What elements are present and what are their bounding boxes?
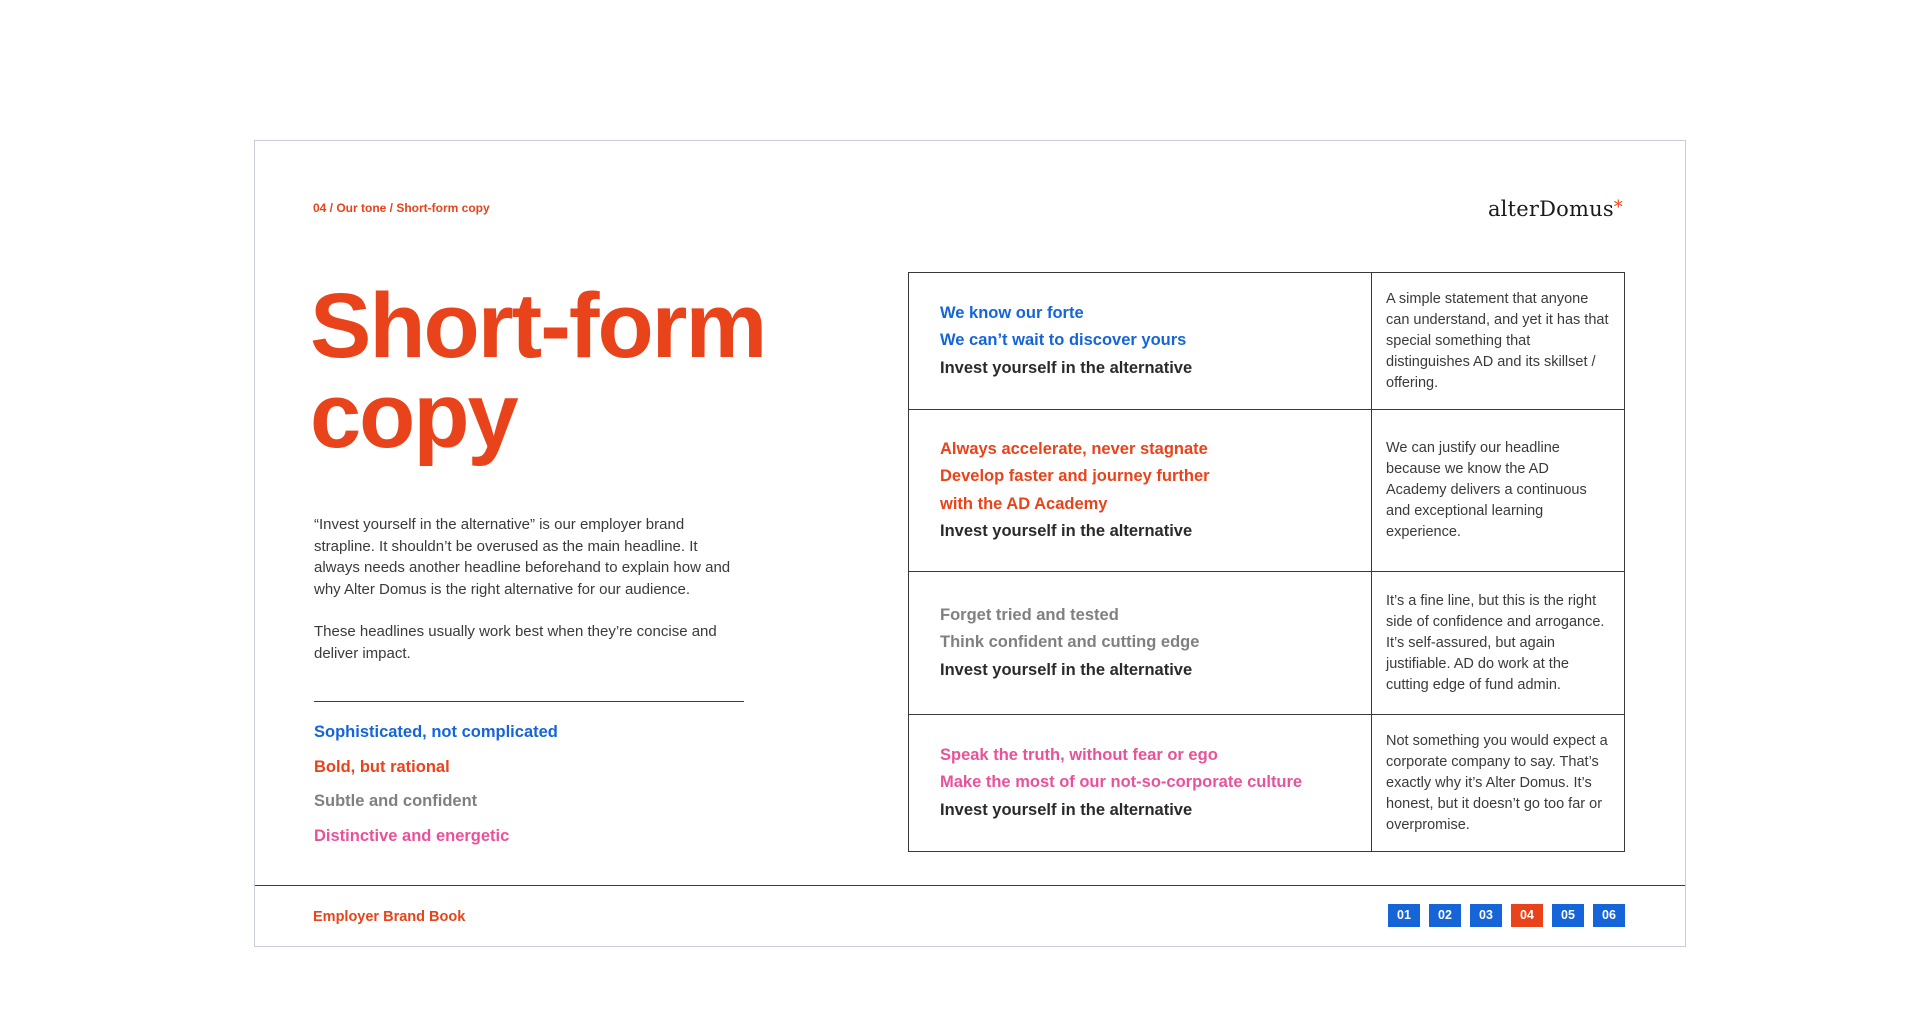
page-link-06[interactable]: 06 xyxy=(1593,904,1625,927)
headline-line: Develop faster and journey further xyxy=(940,467,1210,485)
headline-line: Think confident and cutting edge xyxy=(940,633,1200,652)
example-note: A simple statement that anyone can understand, and yet it has that special something that distinguishes AD and its skillset / offering. xyxy=(1372,273,1625,410)
intro-paragraph-1: “Invest yourself in the alternative” is our employer brand strapline. It shouldn’t be overused as the main headline. It always needs another headline beforehand to explain how and why Alter Domus is the right alternative for our audience. xyxy=(314,516,731,598)
example-headlines xyxy=(909,572,1372,715)
breadcrumb: 04 / Our tone / Short-form copy xyxy=(313,201,490,215)
headline-line: We can’t wait to discover yours xyxy=(940,331,1187,350)
trait-item: Subtle and confident xyxy=(314,792,478,810)
brand-logo xyxy=(1488,197,1623,221)
example-row xyxy=(909,410,1625,572)
trait-item: Distinctive and energetic xyxy=(314,826,510,845)
example-headlines xyxy=(909,410,1372,572)
title-line-1: Short-form xyxy=(310,275,766,377)
footer-title: Employer Brand Book xyxy=(313,909,466,925)
headline-line: Always accelerate, never stagnate xyxy=(940,439,1208,458)
intro-paragraph-2: These headlines usually work best when they’re concise and deliver impact. xyxy=(314,623,717,662)
brand-book-page xyxy=(254,140,1686,947)
title-line-2: copy xyxy=(310,365,517,467)
trait-item: Bold, but rational xyxy=(314,757,450,776)
trait-item: Sophisticated, not complicated xyxy=(314,723,558,741)
example-headlines xyxy=(909,273,1372,410)
example-row xyxy=(909,715,1625,852)
page-link-05[interactable]: 05 xyxy=(1552,904,1584,927)
headline-line: with the AD Academy xyxy=(940,494,1108,513)
headline-line: We know our forte xyxy=(940,303,1084,322)
divider xyxy=(314,701,744,702)
example-row xyxy=(909,572,1625,715)
page-link-03[interactable]: 03 xyxy=(1470,904,1502,927)
logo-asterisk-icon: * xyxy=(1613,197,1623,218)
strapline: Invest yourself in the alternative xyxy=(940,522,1193,540)
logo-text: alterDomus xyxy=(1487,197,1614,221)
strapline: Invest yourself in the alternative xyxy=(940,660,1193,679)
example-note: We can justify our headline because we know the AD Academy delivers a continuous and exceptional learning experience. xyxy=(1372,410,1625,572)
example-note: Not something you would expect a corporate company to say. That’s exactly why it’s Alter Domus. It’s honest, but it doesn’t go too far or overpromise. xyxy=(1372,715,1625,852)
intro-text xyxy=(314,514,734,685)
example-row xyxy=(909,273,1625,410)
example-note: It’s a fine line, but this is the right side of confidence and arrogance. It’s self-assured, but again justifiable. AD do work at the cutting edge of fund admin. xyxy=(1372,572,1625,715)
page-link-02[interactable]: 02 xyxy=(1429,904,1461,927)
strapline: Invest yourself in the alternative xyxy=(940,800,1193,819)
section-pager xyxy=(1388,904,1625,927)
headline-line: Speak the truth, without fear or ego xyxy=(940,745,1218,764)
strapline: Invest yourself in the alternative xyxy=(940,358,1193,377)
tone-traits-list xyxy=(314,715,558,853)
page-title xyxy=(310,275,766,467)
headline-line: Make the most of our not-so-corporate culture xyxy=(940,773,1303,792)
page-link-01[interactable]: 01 xyxy=(1388,904,1420,927)
page-link-04[interactable]: 04 xyxy=(1511,904,1543,927)
example-headlines xyxy=(909,715,1372,852)
footer-divider xyxy=(255,885,1685,886)
examples-table xyxy=(908,272,1625,852)
headline-line: Forget tried and tested xyxy=(940,605,1119,624)
